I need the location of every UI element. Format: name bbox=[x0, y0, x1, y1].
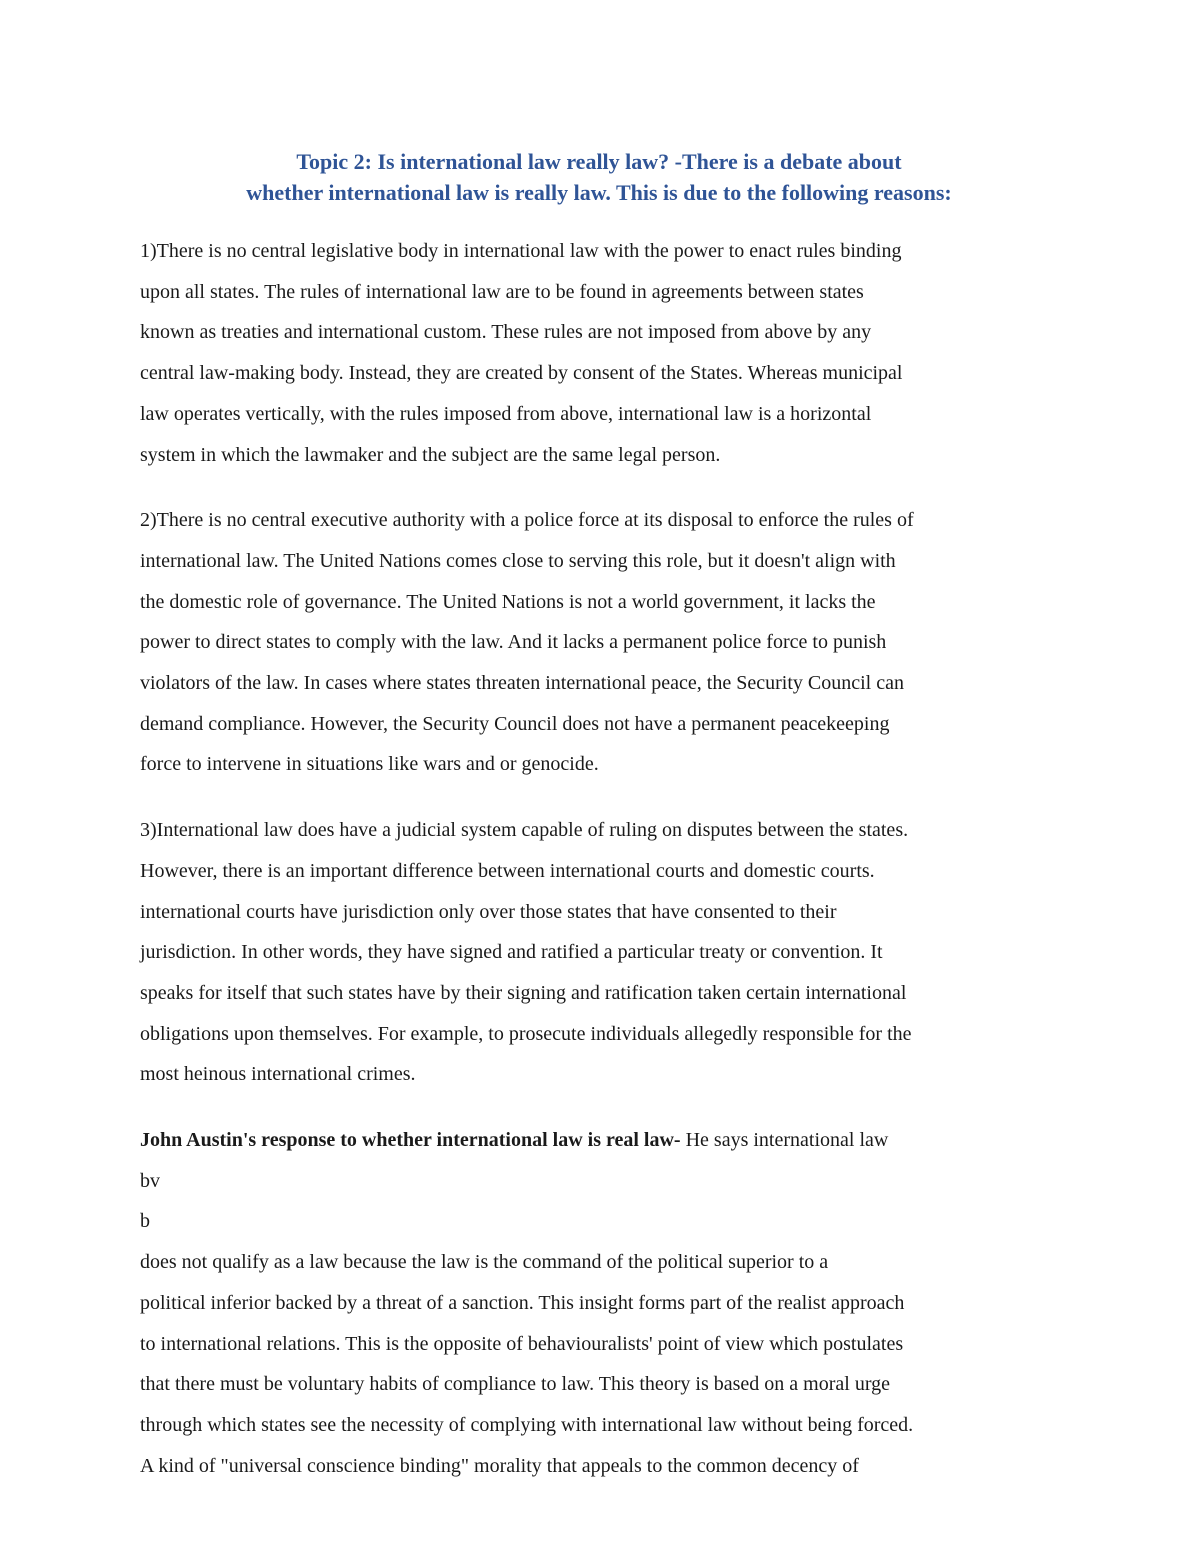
text-line: However, there is an important difference between international courts and domestic courts. bbox=[140, 859, 875, 882]
text-line: 2)There is no central executive authority with a police force at its disposal to enforce the rules of bbox=[140, 509, 914, 532]
text-line: international courts have jurisdiction only over those states that have consented to their bbox=[140, 900, 837, 923]
text-fragment: bv bbox=[140, 1169, 160, 1192]
text-line: demand compliance. However, the Security Council does not have a permanent peacekeeping bbox=[140, 712, 890, 735]
john-austin-paragraph bbox=[140, 1120, 1058, 1486]
reason-2-paragraph bbox=[140, 500, 1058, 785]
text-line: A kind of "universal conscience binding" morality that appeals to the common decency of bbox=[140, 1454, 859, 1477]
text-line: the domestic role of governance. The United Nations is not a world government, it lacks the bbox=[140, 590, 876, 613]
text-line: speaks for itself that such states have by their signing and ratification taken certain international bbox=[140, 981, 907, 1004]
topic-title-line: whether international law is really law. This is due to the following reasons: bbox=[246, 180, 952, 205]
text-line: that there must be voluntary habits of compliance to law. This theory is based on a moral urge bbox=[140, 1373, 890, 1396]
text-line: upon all states. The rules of international law are to be found in agreements between states bbox=[140, 280, 864, 303]
text-line: law operates vertically, with the rules imposed from above, international law is a horizontal bbox=[140, 402, 872, 425]
text-fragment: does not qualify as a law because the law is the command of the political superior to a bbox=[140, 1251, 829, 1274]
topic-title-line: Topic 2: Is international law really law? -There is a debate about bbox=[296, 149, 902, 174]
text-line: 1)There is no central legislative body in international law with the power to enact rules binding bbox=[140, 240, 902, 262]
text-line: most heinous international crimes. bbox=[140, 1063, 416, 1086]
text-line bbox=[140, 1161, 1058, 1283]
text-line: through which states see the necessity of complying with international law without being forced. bbox=[140, 1413, 914, 1436]
text-line: 3)International law does have a judicial system capable of ruling on disputes between the states. bbox=[140, 819, 909, 842]
reason-3-paragraph bbox=[140, 810, 1058, 1095]
text-line bbox=[140, 1120, 1058, 1161]
text-line: obligations upon themselves. For example, to prosecute individuals allegedly responsible for the bbox=[140, 1022, 912, 1045]
text-fragment: He says international law bbox=[680, 1129, 889, 1152]
topic-title bbox=[140, 146, 1058, 208]
text-line: central law-making body. Instead, they are created by consent of the States. Whereas municipal bbox=[140, 362, 903, 385]
text-line: political inferior backed by a threat of a sanction. This insight forms part of the realist approach bbox=[140, 1291, 905, 1314]
text-line: jurisdiction. In other words, they have signed and ratified a particular treaty or convention. It bbox=[140, 941, 883, 964]
text-line: system in which the lawmaker and the subject are the same legal person. bbox=[140, 443, 721, 466]
text-line: to international relations. This is the opposite of behaviouralists' point of view which postulates bbox=[140, 1332, 904, 1355]
text-line: violators of the law. In cases where states threaten international peace, the Security Council can bbox=[140, 672, 904, 695]
text-line: power to direct states to comply with the law. And it lacks a permanent police force to punish bbox=[140, 631, 887, 654]
text-line: force to intervene in situations like wars and or genocide. bbox=[140, 753, 599, 776]
text-fragment: b bbox=[140, 1210, 150, 1233]
text-line: international law. The United Nations comes close to serving this role, but it doesn't align with bbox=[140, 549, 896, 572]
text-line: known as treaties and international custom. These rules are not imposed from above by any bbox=[140, 321, 872, 344]
document-body bbox=[140, 146, 1058, 1511]
john-austin-heading: John Austin's response to whether international law is real law- bbox=[140, 1129, 681, 1152]
reason-1-paragraph bbox=[140, 231, 1058, 475]
